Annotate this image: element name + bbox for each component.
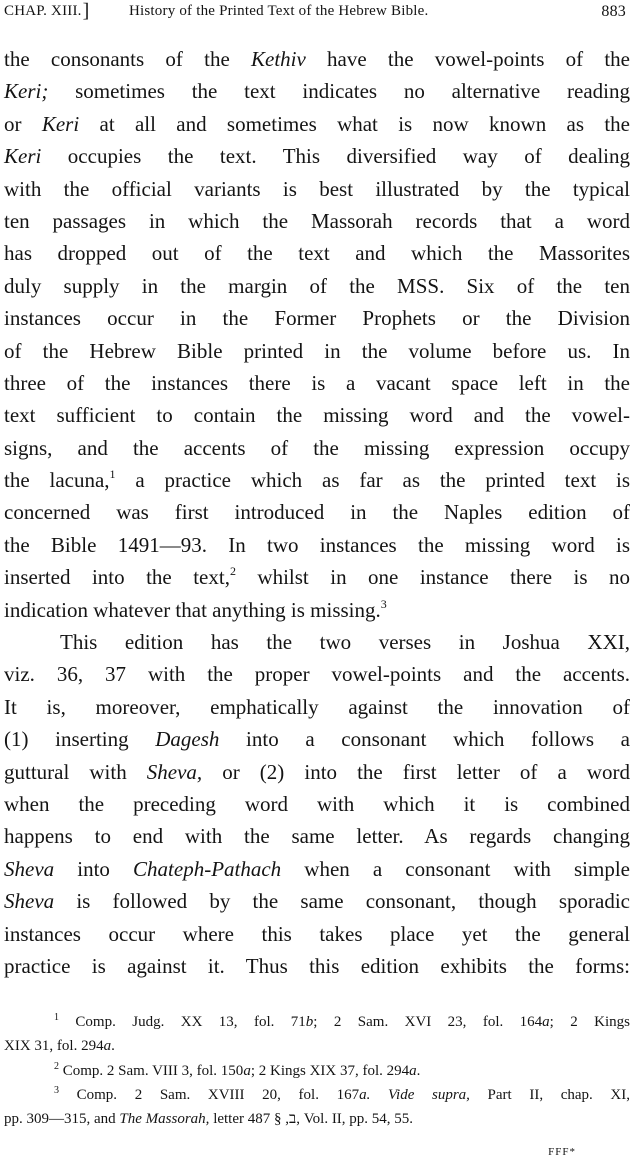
text-line: the Bible 1491—93. In two instances the missing word is bbox=[4, 532, 630, 557]
text-line: concerned was first introduced in the Naples edition of bbox=[4, 500, 630, 525]
footnote-3-cont: pp. 309—315, and The Massorah, letter ב, § 487, Vol. II, pp. 54, 55. bbox=[4, 1111, 414, 1128]
text-line: text sufficient to contain the missing word and the vowel- bbox=[4, 403, 630, 428]
footnote-2: $^2$ Comp. 2 Sam. VIII 3, fol. 150a; 2 Kings XIX 37, fol. 294a. bbox=[54, 1060, 421, 1079]
text-line: signs, and the accents of the missing expression occupy bbox=[4, 435, 630, 460]
footnote-ref: 2 bbox=[229, 564, 236, 579]
text-line: instances occur in the Former Prophets or the Division bbox=[4, 306, 630, 331]
footnote-ref: 1 bbox=[109, 467, 116, 482]
text-line: It is, moreover, emphatically against the innovation of bbox=[4, 694, 630, 719]
page-number: 883 bbox=[601, 3, 626, 20]
footnote-1-cont: XIX 31, fol. 294a. bbox=[4, 1038, 115, 1055]
footnote-1: $^1$ Comp. Judg. XX 13, fol. 71b; 2 Sam. XVI 23, fol. 164a; 2 Kings bbox=[54, 1012, 630, 1030]
text-line: happens to end with the same letter. As regards changing bbox=[4, 824, 630, 849]
text-line: Keri; sometimes the text indicates no alternative reading bbox=[4, 79, 630, 104]
text-line: Sheva into Chateph-Pathach when a consonant with simple bbox=[4, 856, 630, 881]
text-line: inserted into the text,$^2$ whilst in one instance there is no bbox=[4, 564, 630, 590]
text-line: guttural with Sheva, or (2) into the first letter of a word bbox=[4, 759, 630, 784]
text-line: viz. 36, 37 with the proper vowel-points and the accents. bbox=[4, 662, 630, 687]
text-line: the consonants of the Kethiv have the vowel-points of the bbox=[4, 47, 631, 71]
text-line: of the Hebrew Bible printed in the volume before us. In bbox=[4, 338, 630, 363]
text-line: or Keri at all and sometimes what is now known as the bbox=[4, 111, 630, 136]
text-line: the lacuna,$^1$ a practice which as far as the printed text is bbox=[4, 467, 630, 493]
text-line: practice is against it. Thus this edition exhibits the forms: bbox=[4, 953, 630, 978]
running-title: History of the Printed Text of the Hebrew Bible. bbox=[129, 3, 429, 19]
text-line: (1) inserting Dagesh into a consonant which follows a bbox=[4, 727, 630, 752]
text-line: ten passages in which the Massorah records that a word bbox=[4, 208, 630, 233]
text-line: Keri occupies the text. This diversified way of dealing bbox=[4, 144, 630, 169]
printer-signature: FFF* bbox=[548, 1146, 576, 1158]
text-line: Sheva is followed by the same consonant, though sporadic bbox=[4, 889, 630, 914]
running-header bbox=[4, 0, 630, 29]
text-line: indication whatever that anything is missing.$^3$ bbox=[4, 596, 387, 622]
text-line: three of the instances there is a vacant space left in the bbox=[4, 370, 630, 395]
text-line: has dropped out of the text and which the Massorites bbox=[4, 241, 630, 266]
footnote-ref: 3 bbox=[380, 596, 387, 611]
footnotes bbox=[4, 1010, 630, 1131]
text-line: instances occur where this takes place yet the general bbox=[4, 921, 630, 946]
body-text bbox=[4, 43, 630, 982]
text-line: This edition has the two verses in Joshua XXI, bbox=[60, 630, 630, 655]
text-line: when the preceding word with which it is combined bbox=[4, 791, 630, 816]
footnote-3: $^3$ Comp. 2 Sam. XVIII 20, fol. 167a. Vide supra, Part II, chap. XI, bbox=[54, 1084, 631, 1103]
text-line: with the official variants is best illustrated by the typical bbox=[4, 176, 630, 201]
text-line: duly supply in the margin of the MSS. Six of the ten bbox=[4, 273, 630, 298]
chapter-label: CHAP. XIII.] bbox=[4, 0, 90, 22]
